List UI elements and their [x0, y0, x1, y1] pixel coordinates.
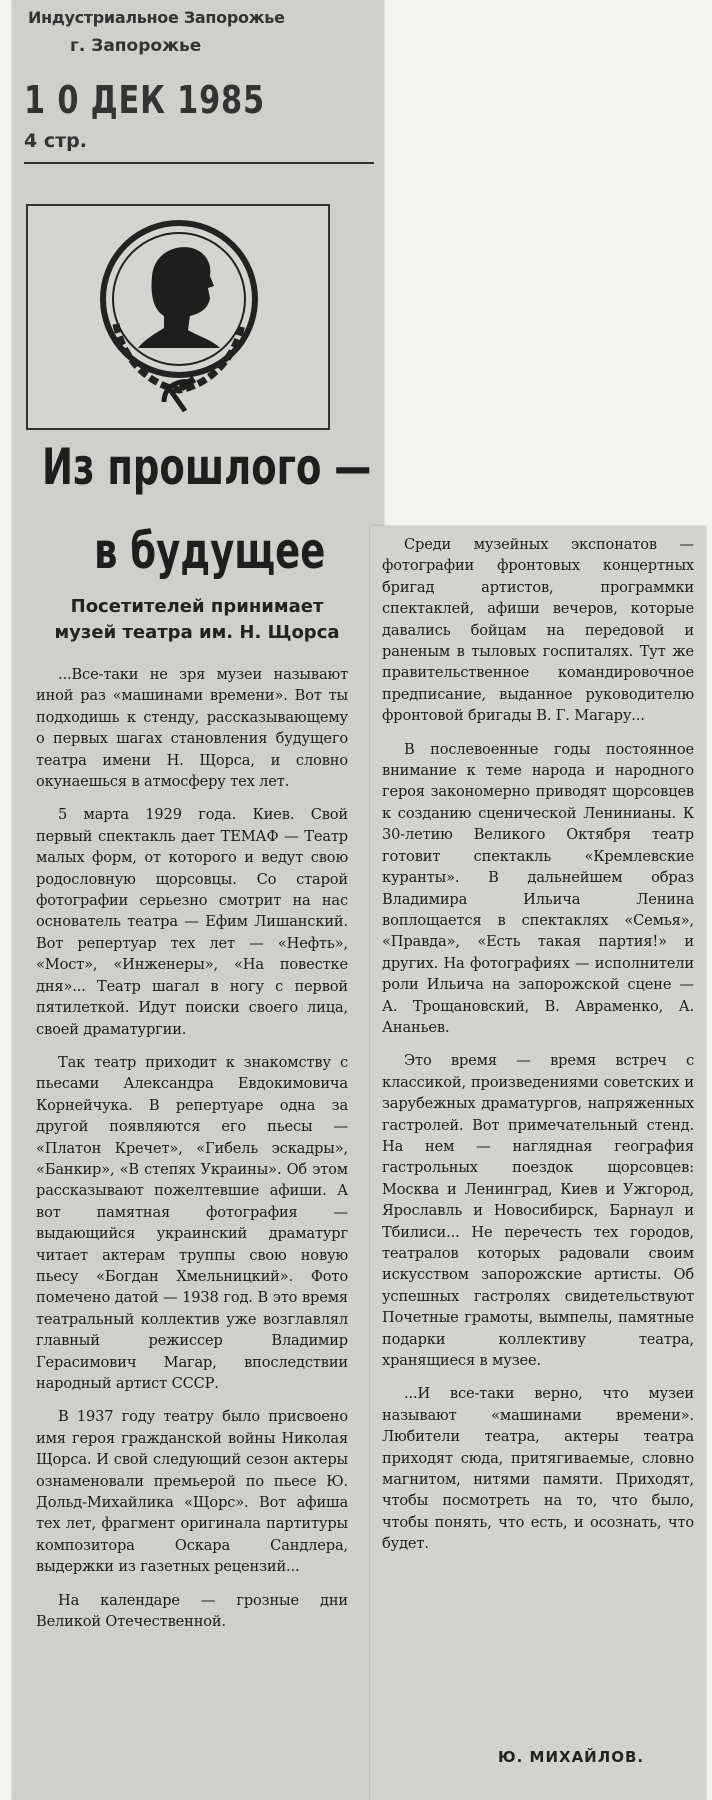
page-number-stamp: 4 стр. — [24, 130, 87, 152]
emblem-frame — [26, 204, 330, 430]
date-stamp: 1 0 ДЕК 1985 — [24, 78, 265, 122]
article-subtitle-line-2: музей театра им. Н. Щорса — [54, 622, 340, 643]
paragraph: В послевоенные годы постоянное внимание к теме народа и народного героя закономерно приводят щорсовцев к созданию сценической Ленинианы. К 30-летию Великого Октября театр готовит спектакль «Кремлевские куранты». В дальнейшем образ Владимира Ильича Ленина воплощается в спектаклях «Семья», «Правда», «Есть такая партия!» и других. На фотографиях — исполнители роли Ильича на запорожской сцене — А. Трощановский, В. Авраменко, А. Ананьев. — [382, 740, 694, 1036]
header-divider — [24, 162, 374, 164]
paragraph: Так театр приходит к знакомству с пьесами Александра Евдокимовича Корнейчука. В репертуаре одна за другой появляются его пьесы — «Платон Кречет», «Гибель эскадры», «Банкир», «В степях Украины». Об этом рассказывают пожелтевшие афиши. А вот памятная фотография — выдающийся украинский драматург читает актерам труппы свою новую пьесу «Богдан Хмельницкий». Фото помечено датой — 1938 год. В это время театральный коллектив уже возглавлял главный режиссер Владимир Герасимович Магар, впоследствии народный артист СССР. — [36, 1053, 348, 1392]
paragraph: Среди музейных экспонатов — фотографии фронтовых концертных бригад артистов, программки спектаклей, афиши вечеров, которые давались бойцам на передовой и раненым в тыловых госпиталях. Тут же правительственное командировочное предписание, выданное руководителю фронтовой бригады В. Г. Магару... — [382, 536, 694, 725]
article-body-left-column — [36, 664, 348, 1644]
newspaper-name-stamp: Индустриальное Запорожье — [28, 8, 285, 27]
paragraph: В 1937 году театру было присвоено имя героя гражданской войны Николая Щорса. И свой следующий сезон актеры ознаменовали премьерой по пьесе Ю. Дольд-Михайлика «Щорс». Вот афиша тех лет, фрагмент оригинала партитуры композитора Оскара Сандлера, выдержки из газетных рецензий... — [36, 1408, 348, 1576]
lenin-profile-medallion-icon — [94, 214, 264, 420]
paragraph: 5 марта 1929 года. Киев. Свой первый спектакль дает ТЕМАФ — Театр малых форм, от которого и ведут свою родословную щорсовцы. Со старой фотографии серьезно смотрит на нас основатель театра — Ефим Лишанский. Вот репертуар тех лет — «Нефть», «Мост», «Инженеры», «На повестке дня»... Театр шагал в ногу с первой пятилеткой. Идут поиски своего лица, своей драматургии. — [36, 806, 348, 1038]
author-signature: Ю. МИХАЙЛОВ. — [498, 1748, 645, 1766]
article-title-line-2: в будущее — [94, 522, 326, 580]
paragraph: На календаре — грозные дни Великой Отечественной. — [36, 1591, 348, 1631]
paragraph: ...Все-таки не зря музеи называют иной раз «машинами времени». Вот ты подходишь к стенду, рассказывающему о первых шагах становления будущего театра имени Н. Щорса, и словно окунаешься в атмосферу тех лет. — [36, 666, 348, 791]
article-body-right-column — [382, 534, 694, 1567]
paragraph: Это время — время встреч с классикой, произведениями советских и зарубежных драматургов, напряженных гастролей. Вот примечательный стенд. На нем — наглядная география гастрольных поездок щорсовцев: Москва и Ленинград, Киев и Ужгород, Ярославль и Новосибирск, Барнаул и Тбилиси... Не перечесть тех городов, театралов которых радовали своим искусством запорожские артисты. Об успешных гастролях свидетельствуют Почетные грамоты, вымпелы, памятные подарки коллективу театра, хранящиеся в музее. — [382, 1052, 694, 1370]
city-stamp: г. Запорожье — [70, 36, 202, 56]
article-subtitle-line-1: Посетителей принимает — [70, 596, 324, 617]
paragraph: ...И все-таки верно, что музеи называют «машинами времени». Любители театра, актеры театра приходят сюда, притягиваемые, словно магнитом, нитями памяти. Приходят, чтобы посмотреть на то, что было, чтобы понять, что есть, и осознать, что будет. — [382, 1385, 694, 1553]
article-title-line-1: Из прошлого — — [42, 438, 372, 496]
